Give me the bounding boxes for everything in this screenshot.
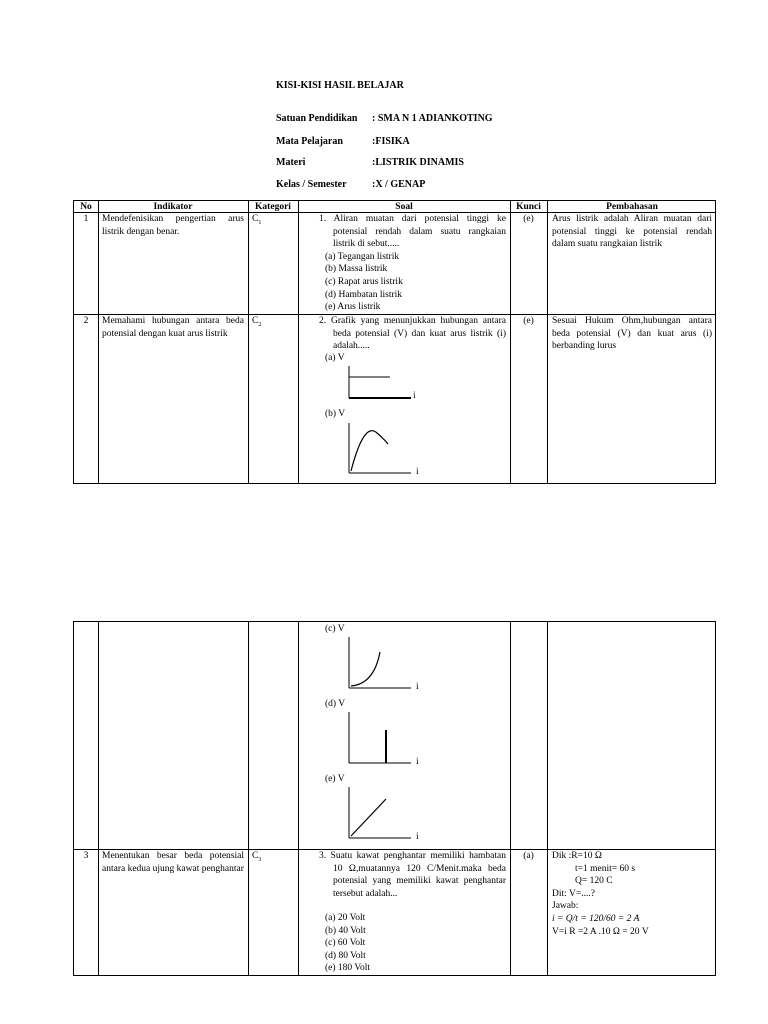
graph-option-d-label: (d) V <box>325 699 346 709</box>
header-no: No <box>80 202 92 212</box>
option-d: (d) Hambatan listrik <box>325 289 403 300</box>
header-indikator: Indikator <box>153 202 193 212</box>
pembahasan-line: Dit: V=....? <box>552 888 595 899</box>
row-pembahasan: Sesuai Hukum Ohm,hubungan antara beda potensial (V) dan kuat arus (i) berbanding lurus <box>552 316 712 352</box>
row-indikator: Mendefenisikan pengertian arus listrik dengan benar. <box>102 214 244 237</box>
row-no: 1 <box>83 214 89 224</box>
row-kategori: $C_2$ <box>252 316 262 328</box>
graph-option-e-label: (e) V <box>325 774 345 784</box>
axis-i-label: i <box>416 467 419 477</box>
document-title: KISI-KISI HASIL BELAJAR <box>276 80 404 91</box>
row-kunci: (e) <box>523 214 534 224</box>
option-b: (b) 40 Volt <box>325 925 366 936</box>
row-indikator: Memahami hubungan antara beda potensial dengan kuat arus listrik <box>102 316 244 339</box>
meta-value: : SMA N 1 ADIANKOTING <box>372 113 493 124</box>
option-e: (e) 180 Volt <box>325 963 371 974</box>
header-kunci: Kunci <box>516 202 541 212</box>
kisi-table-page2 <box>73 621 716 976</box>
option-d: (d) 80 Volt <box>325 950 366 961</box>
row-indikator: Menentukan besar beda potensial antara kedua ujung kawat penghantar <box>102 851 244 874</box>
graph-option-c-label: (c) V <box>325 624 345 634</box>
row-no: 3 <box>83 851 89 861</box>
option-e: (e) Arus listrik <box>325 302 381 313</box>
pembahasan-line: t=1 menit= 60 s <box>575 863 636 874</box>
meta-label: Satuan Pendidikan <box>276 113 358 124</box>
row-kunci: (e) <box>523 316 534 326</box>
option-a: (a) Tegangan listrik <box>325 251 400 262</box>
meta-label: Mata Pelajaran <box>276 136 343 147</box>
row-soal: 3. Suatu kawat penghantar memiliki hambatan 10 Ω,muatannya 120 C/Menit.maka beda potensial yang memiliki kawat penghantar tersebut adalah... <box>319 851 506 899</box>
axis-i-label: i <box>416 682 419 692</box>
axis-i-label: i <box>416 832 419 842</box>
meta-value: :X / GENAP <box>372 179 426 190</box>
axis-i-label: i <box>416 757 419 767</box>
row-kategori: $C_3$ <box>252 851 262 863</box>
pembahasan-line: Dik :R=10 Ω <box>552 851 602 861</box>
row-pembahasan <box>552 850 712 938</box>
row-soal: 1. Aliran muatan dari potensial tinggi ke potensial rendah dalam suatu rangkaian listrik di sebut..... <box>319 214 506 250</box>
row-pembahasan: Arus listrik adalah Aliran muatan dari potensial tinggi ke potensial rendah dalam suatu rangkaian listrik <box>552 214 712 250</box>
pembahasan-line: V=i R =2 A .10 Ω = 20 V <box>552 926 649 937</box>
option-a: (a) 20 Volt <box>325 913 366 923</box>
header-pembahasan: Pembahasan <box>606 202 658 212</box>
meta-label: Materi <box>276 157 306 168</box>
meta-label: Kelas / Semester <box>276 179 347 190</box>
row-kategori: $C_1$ <box>252 214 262 226</box>
row-kunci: (a) <box>523 851 534 861</box>
kisi-table-page1 <box>73 200 716 484</box>
row-no: 2 <box>83 316 89 326</box>
graph-option-a-label: (a) V <box>325 353 345 363</box>
pembahasan-line: Jawab: <box>552 901 579 912</box>
option-b: (b) Massa listrik <box>325 264 388 275</box>
row-soal: 2. Grafik yang menunjukkan hubungan antara beda potensial (V) dan kuat arus listrik (i) adalah..... <box>319 316 506 352</box>
pembahasan-line: Q= 120 C <box>575 876 613 887</box>
header-kategori: Kategori <box>255 202 291 212</box>
axis-i-label: i <box>413 391 416 401</box>
graph-option-b-label: (b) V <box>325 409 346 419</box>
option-c: (c) Rapat arus listrik <box>325 276 403 287</box>
meta-value: :LISTRIK DINAMIS <box>372 157 464 168</box>
option-c: (c) 60 Volt <box>325 938 366 949</box>
pembahasan-formula: i = Q/t = 120/60 = 2 A <box>552 913 640 924</box>
header-soal: Soal <box>395 202 413 212</box>
answer-options <box>325 912 370 975</box>
meta-value: :FISIKA <box>372 136 410 147</box>
